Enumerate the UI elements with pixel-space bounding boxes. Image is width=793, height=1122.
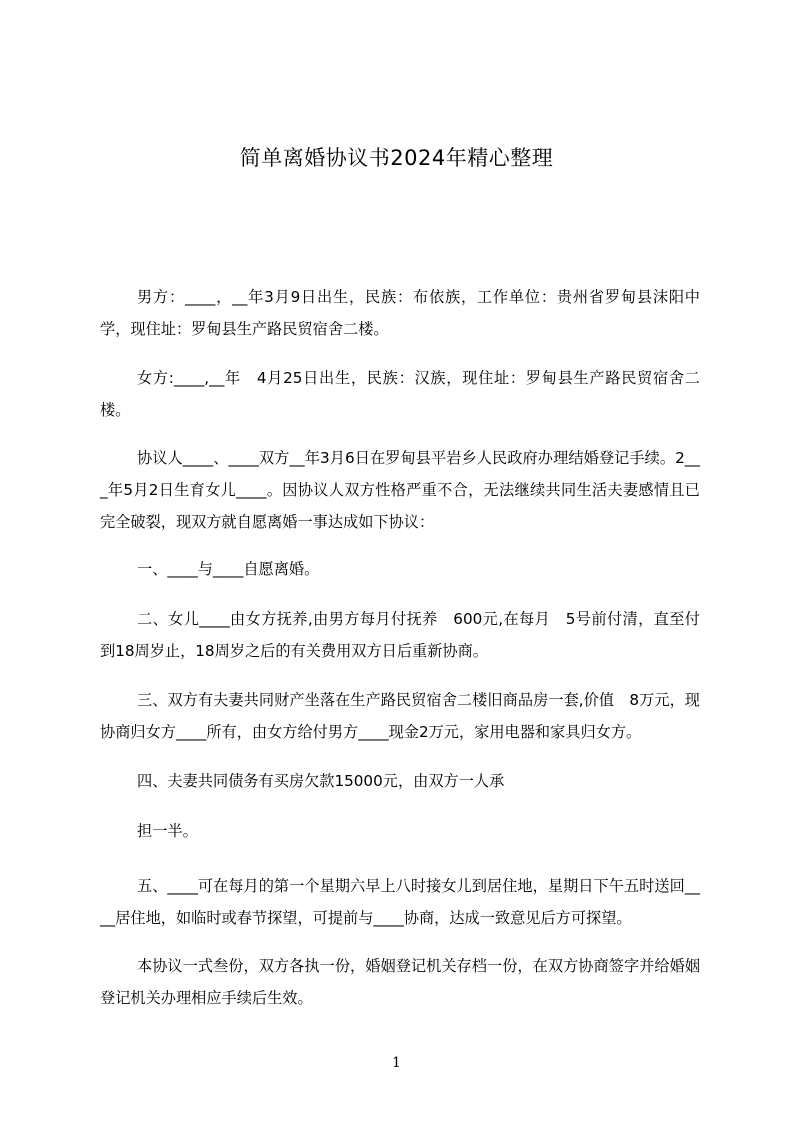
clause-4-continued: 担一半。 (137, 822, 198, 840)
page-number: 1 (392, 1055, 401, 1071)
clause-1: 一、____与____自愿离婚。 (137, 560, 320, 578)
clause-5: 五、____可在每月的第一个星期六早上八时接女儿到居住地，星期日下午五时送回____居住地，如临时或春节探望，可提前与____协商，达成一致意见后方可探望。 (100, 877, 700, 927)
clause-4: 四、夫妻共同债务有买房欠款15000元，由双方一人承 (137, 772, 505, 790)
paragraph-effectiveness: 本协议一式叁份，双方各执一份，婚姻登记机关存档一份，在双方协商签字并给婚姻登记机关办理相应手续后生效。 (100, 957, 700, 1007)
paragraph-marriage-info: 协议人____、____双方__年3月6日在罗甸县平岩乡人民政府办理结婚登记手续。2___年5月2日生育女儿____。因协议人双方性格严重不合，无法继续共同生活夫妻感情且已完全破裂，现双方就自愿离婚一事达成如下协议： (100, 449, 700, 531)
clause-2: 二、女儿____由女方抚养,由男方每月付抚养 600元,在每月 5号前付清，直至付到18周岁止，18周岁之后的有关费用双方日后重新协商。 (100, 610, 700, 660)
paragraph-female-party: 女方:____,__年 4月25日出生，民族：汉族，现住址：罗甸县生产路民贸宿舍二楼。 (100, 369, 700, 419)
document-title: 简单离婚协议书2024年精心整理 (239, 146, 554, 170)
paragraph-male-party: 男方：____，__年3月9日出生，民族：布依族，工作单位：贵州省罗甸县沫阳中学，现住址：罗甸县生产路民贸宿舍二楼。 (100, 288, 700, 338)
clause-3: 三、双方有夫妻共同财产坐落在生产路民贸宿舍二楼旧商品房一套,价值 8万元，现协商归女方____所有，由女方给付男方____现金2万元，家用电器和家具归女方。 (100, 691, 700, 741)
